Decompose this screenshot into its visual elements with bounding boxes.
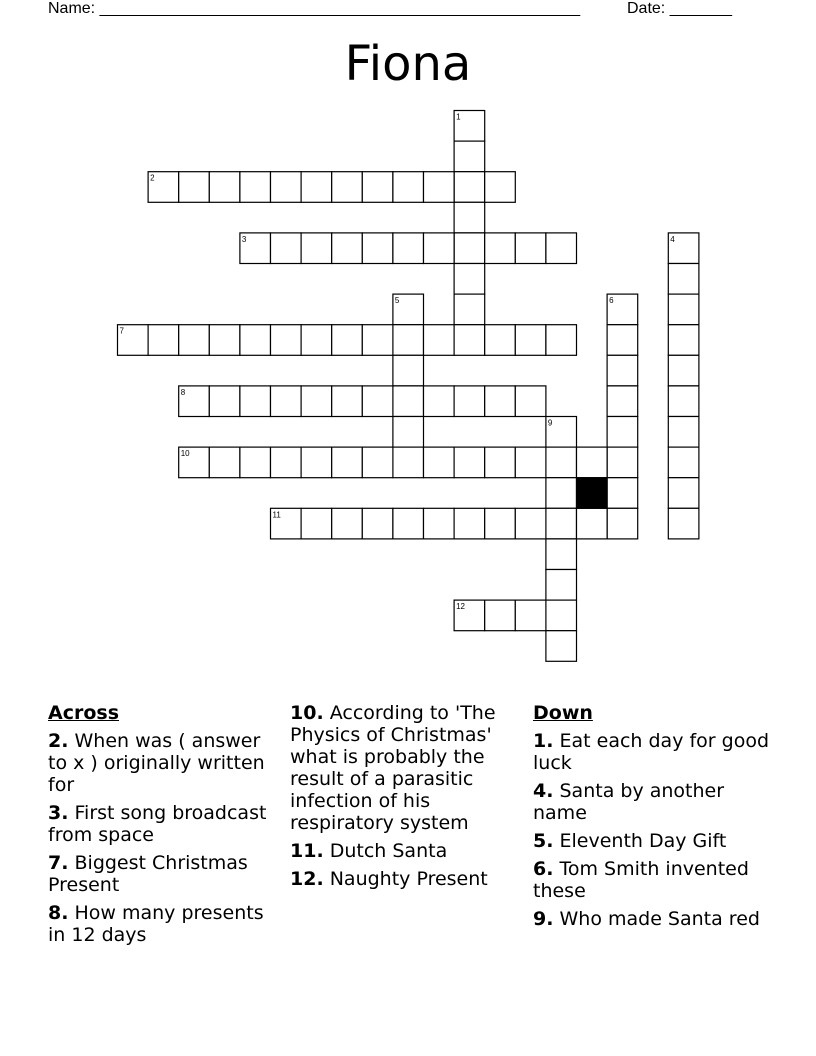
across-clue-7 (48, 852, 280, 896)
grid-cell[interactable] (454, 294, 485, 325)
name-field-line[interactable]: Name: ______________________________________________________ (48, 0, 581, 17)
grid-cell[interactable] (607, 386, 638, 417)
grid-cell[interactable] (240, 386, 271, 417)
grid-cell[interactable] (209, 325, 240, 356)
grid-cell[interactable] (424, 447, 455, 478)
grid-cell[interactable] (362, 172, 393, 203)
cell-number: 7 (119, 326, 124, 336)
grid-cell[interactable] (485, 508, 516, 539)
clue-text: Eat each day for good luck (533, 730, 770, 774)
grid-cell[interactable] (393, 417, 424, 448)
down-clue-9 (533, 908, 773, 930)
cell-number: 1 (456, 112, 461, 122)
grid-cell[interactable] (424, 172, 455, 203)
grid-cell[interactable] (668, 264, 699, 295)
grid-cell[interactable] (668, 355, 699, 386)
grid-cell[interactable] (515, 386, 546, 417)
clue-text: According to 'The Physics of Christmas' what is probably the result of a parasitic infection of his respiratory system (290, 702, 496, 834)
grid-cell[interactable] (271, 386, 302, 417)
grid-cell[interactable] (454, 233, 485, 264)
grid-cell[interactable] (332, 386, 363, 417)
clue-number: 2. (48, 730, 69, 752)
grid-cell[interactable] (485, 325, 516, 356)
down-clue-5 (533, 830, 773, 852)
grid-cell[interactable] (668, 508, 699, 539)
across-clue-3 (48, 802, 280, 846)
grid-cell[interactable] (546, 233, 577, 264)
grid-cell[interactable] (148, 325, 179, 356)
grid-cell[interactable] (332, 447, 363, 478)
across-clue-2 (48, 730, 280, 796)
grid-cell[interactable] (209, 447, 240, 478)
grid-cell[interactable] (240, 172, 271, 203)
grid-cell[interactable] (301, 233, 332, 264)
grid-cell[interactable] (546, 325, 577, 356)
grid-cell[interactable] (485, 233, 516, 264)
clue-text: Eleventh Day Gift (559, 830, 727, 852)
grid-cell[interactable] (668, 294, 699, 325)
grid-cell[interactable] (362, 508, 393, 539)
grid-cell[interactable] (607, 325, 638, 356)
clue-number: 11. (290, 840, 324, 862)
across-clue-10 (290, 702, 522, 834)
grid-cell[interactable] (393, 508, 424, 539)
grid-cell[interactable] (668, 447, 699, 478)
cell-number: 6 (609, 296, 614, 306)
grid-cell[interactable] (301, 447, 332, 478)
across-clue-8 (48, 902, 280, 946)
clue-text: First song broadcast from space (48, 802, 267, 846)
grid-cell[interactable] (393, 386, 424, 417)
grid-cell[interactable] (546, 447, 577, 478)
grid-cell[interactable] (240, 447, 271, 478)
down-clue-6 (533, 858, 773, 902)
grid-cell[interactable] (362, 386, 393, 417)
grid-cell[interactable] (332, 172, 363, 203)
grid-cell[interactable] (362, 233, 393, 264)
grid-cell[interactable] (271, 233, 302, 264)
clue-number: 4. (533, 780, 554, 802)
grid-cell[interactable] (454, 264, 485, 295)
grid-cell[interactable] (515, 325, 546, 356)
grid-cell[interactable] (546, 539, 577, 570)
grid-cell[interactable] (546, 508, 577, 539)
grid-cell[interactable] (271, 325, 302, 356)
grid-cell[interactable] (546, 570, 577, 601)
grid-cell[interactable] (515, 447, 546, 478)
grid-cell[interactable] (424, 233, 455, 264)
clue-number: 3. (48, 802, 69, 824)
clue-text: Naughty Present (329, 868, 488, 890)
grid-cell[interactable] (577, 508, 608, 539)
across-clues-column-2 (290, 702, 522, 896)
cell-number: 12 (456, 602, 466, 612)
across-clue-11 (290, 840, 522, 862)
grid-cell[interactable] (362, 447, 393, 478)
grid-cell[interactable] (668, 417, 699, 448)
black-square (577, 478, 608, 509)
grid-cell[interactable] (607, 447, 638, 478)
grid-cell[interactable] (454, 202, 485, 233)
grid-cell[interactable] (393, 447, 424, 478)
cell-number: 4 (670, 234, 675, 244)
clue-text: Biggest Christmas Present (48, 852, 248, 896)
grid-cell[interactable] (515, 600, 546, 631)
grid-cell[interactable] (454, 141, 485, 172)
clue-number: 1. (533, 730, 554, 752)
cell-number: 8 (180, 387, 186, 397)
across-clues-column-1 (48, 702, 280, 952)
grid-cell[interactable] (668, 386, 699, 417)
grid-cell[interactable] (546, 600, 577, 631)
cell-number: 3 (241, 234, 247, 244)
down-heading: Down (533, 702, 593, 724)
clue-number: 12. (290, 868, 324, 890)
down-clue-4 (533, 780, 773, 824)
cell-number: 10 (180, 449, 190, 459)
across-heading: Across (48, 702, 120, 724)
date-field-line[interactable]: Date: _______ (627, 0, 732, 17)
grid-cell[interactable] (668, 325, 699, 356)
cell-number: 9 (547, 418, 553, 428)
grid-cell[interactable] (454, 508, 485, 539)
grid-cell[interactable] (209, 386, 240, 417)
grid-cell[interactable] (515, 508, 546, 539)
grid-cell[interactable] (546, 631, 577, 662)
grid-cell[interactable] (607, 417, 638, 448)
grid-cell[interactable] (485, 386, 516, 417)
grid-cell[interactable] (362, 325, 393, 356)
grid-cell[interactable] (332, 325, 363, 356)
grid-cell[interactable] (240, 325, 271, 356)
grid-cell[interactable] (179, 172, 210, 203)
grid-cell[interactable] (485, 447, 516, 478)
grid-cell[interactable] (301, 325, 332, 356)
grid-cell[interactable] (393, 355, 424, 386)
grid-cell[interactable] (301, 508, 332, 539)
grid-cell[interactable] (607, 478, 638, 509)
grid-cell[interactable] (393, 233, 424, 264)
grid-cell[interactable] (546, 478, 577, 509)
cell-number: 2 (150, 173, 155, 183)
grid-cell[interactable] (485, 172, 516, 203)
clue-number: 10. (290, 702, 324, 724)
grid-cell[interactable] (301, 172, 332, 203)
clue-text: Santa by another name (533, 780, 725, 824)
grid-cell[interactable] (454, 447, 485, 478)
grid-cell[interactable] (577, 447, 608, 478)
grid-cell[interactable] (607, 508, 638, 539)
clue-text: Who made Santa red (559, 908, 760, 930)
grid-cell[interactable] (393, 172, 424, 203)
grid-cell[interactable] (607, 355, 638, 386)
clue-text: Dutch Santa (329, 840, 448, 862)
down-clues-column (533, 702, 773, 936)
grid-cell[interactable] (271, 447, 302, 478)
grid-cell[interactable] (485, 600, 516, 631)
grid-cell[interactable] (668, 478, 699, 509)
grid-cell[interactable] (301, 386, 332, 417)
grid-cell[interactable] (332, 508, 363, 539)
across-clue-12 (290, 868, 522, 890)
grid-cell[interactable] (332, 233, 363, 264)
grid-cell[interactable] (424, 325, 455, 356)
down-clue-1 (533, 730, 773, 774)
grid-cell[interactable] (515, 233, 546, 264)
page-title: Fiona (344, 36, 472, 92)
clue-number: 6. (533, 858, 554, 880)
clue-text: When was ( answer to x ) originally written for (48, 730, 265, 796)
clue-text: Tom Smith invented these (533, 858, 749, 902)
grid-cell[interactable] (454, 325, 485, 356)
grid-cell[interactable] (393, 325, 424, 356)
clue-number: 8. (48, 902, 69, 924)
clue-number: 9. (533, 908, 554, 930)
grid-cell[interactable] (454, 172, 485, 203)
grid-cell[interactable] (179, 325, 210, 356)
grid-cell[interactable] (271, 172, 302, 203)
clue-text: How many presents in 12 days (48, 902, 264, 946)
cell-number: 5 (394, 296, 400, 306)
grid-cell[interactable] (209, 172, 240, 203)
grid-cell[interactable] (424, 508, 455, 539)
grid-cell[interactable] (454, 386, 485, 417)
cell-number: 11 (272, 510, 281, 520)
clue-number: 7. (48, 852, 69, 874)
grid-cell[interactable] (424, 386, 455, 417)
clue-number: 5. (533, 830, 554, 852)
